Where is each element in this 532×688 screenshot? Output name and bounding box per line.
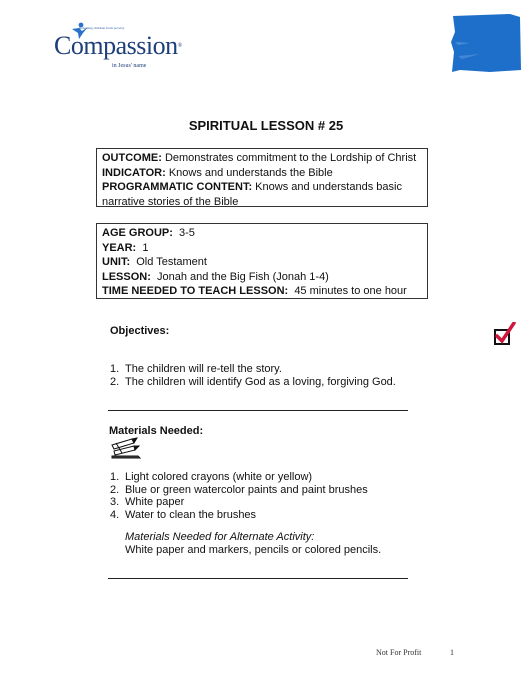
list-item: 4. Water to clean the brushes bbox=[110, 508, 257, 521]
compassion-logo bbox=[52, 22, 182, 72]
alternate-materials-text: White paper and markers, pencils or colored pencils. bbox=[125, 544, 382, 556]
indicator-row: INDICATOR: Knows and understands the Bible bbox=[102, 166, 333, 179]
unit-row: UNIT: Old Testament bbox=[102, 256, 207, 268]
content-row: PROGRAMMATIC CONTENT: Knows and understands basic bbox=[102, 181, 402, 193]
alternate-materials-heading: Materials Needed for Alternate Activity: bbox=[125, 531, 315, 543]
content-row-continued: narrative stories of the Bible bbox=[102, 195, 239, 208]
materials-heading: Materials Needed: bbox=[109, 425, 204, 437]
section-divider bbox=[108, 410, 408, 411]
objectives-list bbox=[110, 363, 396, 388]
footer-label: Not For Profit bbox=[376, 648, 422, 657]
blue-paint-decoration bbox=[450, 12, 522, 74]
lesson-info-box bbox=[96, 223, 428, 299]
page-title: SPIRITUAL LESSON # 25 bbox=[188, 118, 344, 133]
logo-tagline: Releasing children from poverty bbox=[79, 26, 125, 30]
checkbox-checked-icon bbox=[494, 322, 516, 346]
list-item: 1. Light colored crayons (white or yellow) bbox=[110, 471, 313, 483]
logo-wordmark: Compassion® bbox=[54, 31, 182, 60]
page-number: 1 bbox=[450, 648, 454, 657]
lesson-row: LESSON: Jonah and the Big Fish (Jonah 1-4) bbox=[102, 270, 329, 283]
outcome-box bbox=[96, 148, 428, 207]
list-item: 3. White paper bbox=[110, 496, 185, 508]
materials-list bbox=[110, 471, 368, 521]
time-needed-row: TIME NEEDED TO TEACH LESSON: 45 minutes to one hour bbox=[102, 285, 407, 297]
section-divider bbox=[108, 578, 408, 579]
year-row: YEAR: 1 bbox=[102, 241, 149, 254]
age-group-row: AGE GROUP: 3-5 bbox=[102, 227, 195, 239]
list-item: 1. The children will re-tell the story. bbox=[110, 363, 282, 375]
objectives-heading: Objectives: bbox=[110, 325, 170, 337]
crayons-pencil-icon bbox=[110, 437, 142, 459]
list-item: 2. Blue or green watercolor paints and paint brushes bbox=[110, 483, 368, 496]
outcome-row: OUTCOME: Demonstrates commitment to the Lordship of Christ bbox=[102, 152, 417, 164]
logo-subline: in Jesus' name bbox=[112, 63, 147, 69]
list-item: 2. The children will identify God as a loving, forgiving God. bbox=[110, 375, 396, 388]
